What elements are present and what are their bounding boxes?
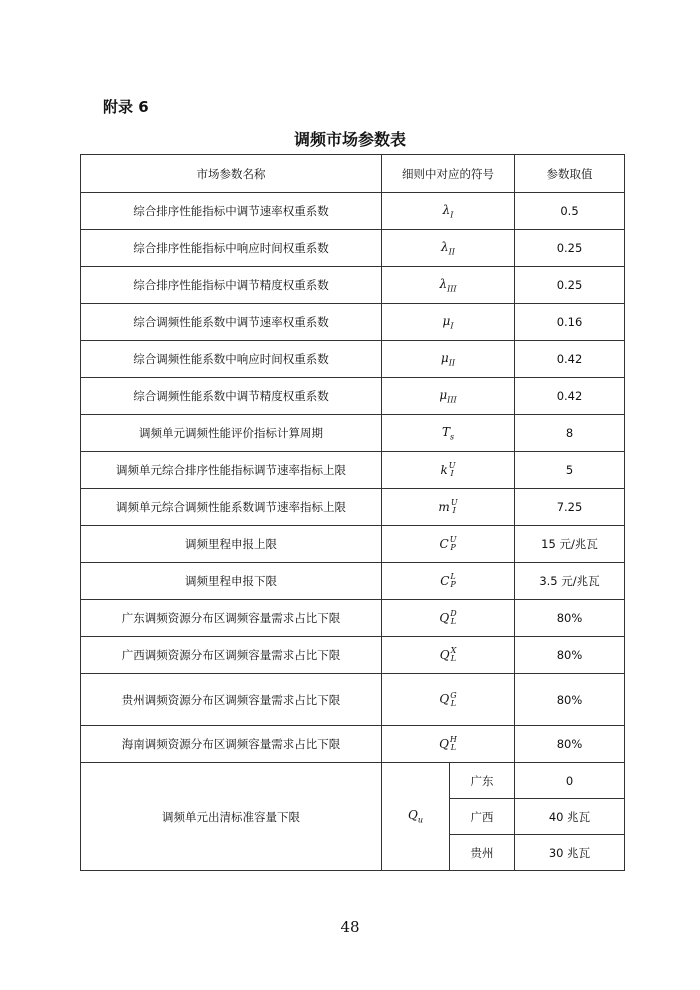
- table-row: [81, 563, 625, 600]
- symbol-superscript: U: [450, 498, 458, 507]
- param-value-cell: 0.25: [515, 230, 625, 267]
- param-symbol-cell: [382, 415, 515, 452]
- symbol-superscript: L: [450, 572, 456, 581]
- param-symbol: [441, 424, 455, 442]
- param-name-cell: 综合调频性能系数中调节速率权重系数: [81, 304, 382, 341]
- symbol-subscript: III: [447, 284, 457, 294]
- table-row: [81, 193, 625, 230]
- symbol-base: μ: [439, 387, 448, 402]
- symbol-subscript: I: [452, 506, 456, 515]
- param-symbol: [442, 202, 454, 220]
- param-symbol: [438, 500, 457, 514]
- symbol-scripts: [449, 462, 456, 478]
- table-row: [81, 489, 625, 526]
- param-name-cell: 调频单元出清标准容量下限: [81, 763, 382, 871]
- param-name-cell: 调频单元综合调频性能系数调节速率指标上限: [81, 489, 382, 526]
- param-name-cell: 调频里程申报上限: [81, 526, 382, 563]
- param-value-cell: 80%: [515, 637, 625, 674]
- param-value-cell: 7.25: [515, 489, 625, 526]
- param-symbol: [408, 808, 423, 825]
- symbol-scripts: [451, 647, 457, 663]
- symbol-base: Q: [439, 610, 450, 625]
- param-symbol: [439, 737, 457, 751]
- param-symbol: [440, 574, 456, 588]
- param-value-cell: 0: [515, 763, 625, 799]
- symbol-subscript: L: [450, 698, 457, 708]
- symbol-base: m: [438, 499, 450, 514]
- table-row: [81, 341, 625, 378]
- symbol-superscript: H: [449, 735, 457, 744]
- param-symbol: [439, 692, 456, 706]
- param-value-cell: 0.42: [515, 341, 625, 378]
- symbol-base: λ: [441, 239, 449, 254]
- symbol-scripts: [450, 610, 456, 626]
- param-symbol-cell: [382, 267, 515, 304]
- symbol-subscript: I: [450, 210, 454, 220]
- symbol-subscript: P: [450, 580, 456, 589]
- param-name-cell: 广西调频资源分布区调频容量需求占比下限: [81, 637, 382, 674]
- symbol-base: C: [440, 573, 450, 588]
- param-symbol-cell: [382, 341, 515, 378]
- parameter-table: [80, 154, 625, 871]
- param-value-cell: 8: [515, 415, 625, 452]
- symbol-superscript: G: [450, 690, 457, 700]
- param-symbol: [440, 463, 455, 477]
- table-row: [81, 526, 625, 563]
- param-symbol: [440, 537, 457, 551]
- symbol-scripts: [450, 692, 456, 708]
- symbol-subscript: I: [450, 321, 454, 331]
- table-row: [81, 452, 625, 489]
- param-symbol: [440, 648, 457, 662]
- param-symbol-cell: [382, 378, 515, 415]
- table-title: 调频市场参数表: [293, 130, 406, 149]
- param-value-cell: 0.5: [515, 193, 625, 230]
- symbol-subscript: III: [447, 395, 457, 405]
- table-row: [81, 600, 625, 637]
- param-name-cell: 调频单元综合排序性能指标调节速率指标上限: [81, 452, 382, 489]
- symbol-base: λ: [439, 276, 448, 291]
- table-row: [81, 674, 625, 726]
- param-value-cell: 80%: [515, 600, 625, 637]
- param-name-cell: 综合排序性能指标中调节速率权重系数: [81, 193, 382, 230]
- header-symbol: 细则中对应的符号: [382, 155, 515, 193]
- region-cell: 贵州: [450, 835, 515, 871]
- symbol-subscript: II: [448, 358, 456, 368]
- param-value-cell: 0.16: [515, 304, 625, 341]
- table-row: [81, 267, 625, 304]
- symbol-subscript: L: [450, 617, 457, 626]
- param-symbol: [439, 611, 456, 625]
- param-symbol: [439, 387, 457, 405]
- symbol-superscript: U: [448, 461, 456, 470]
- param-symbol: [442, 313, 454, 331]
- symbol-base: C: [439, 536, 449, 551]
- symbol-base: T: [441, 424, 450, 439]
- table-row: [81, 230, 625, 267]
- symbol-base: λ: [442, 202, 451, 217]
- param-symbol-cell: [382, 637, 515, 674]
- param-symbol: [441, 239, 455, 257]
- param-value-cell: 0.25: [515, 267, 625, 304]
- table-row: [81, 378, 625, 415]
- symbol-subscript: u: [417, 815, 423, 825]
- symbol-base: Q: [439, 692, 450, 706]
- table-row: [81, 637, 625, 674]
- header-value: 参数取值: [515, 155, 625, 193]
- param-symbol-cell: [382, 600, 515, 637]
- param-value-cell: 80%: [515, 726, 625, 763]
- param-name-cell: 综合调频性能系数中响应时间权重系数: [81, 341, 382, 378]
- symbol-base: Q: [439, 736, 449, 751]
- symbol-base: μ: [440, 350, 449, 365]
- symbol-superscript: X: [450, 646, 457, 655]
- param-symbol-cell: [382, 230, 515, 267]
- param-symbol-cell: [382, 526, 515, 563]
- param-name-cell: 综合调频性能系数中调节精度权重系数: [81, 378, 382, 415]
- symbol-subscript: L: [450, 654, 457, 663]
- param-value-cell: 40 兆瓦: [515, 799, 625, 835]
- symbol-scripts: [451, 499, 458, 515]
- param-value-cell: 15 元/兆瓦: [515, 526, 625, 563]
- param-value-cell: 80%: [515, 674, 625, 726]
- table-row: [81, 415, 625, 452]
- symbol-subscript: s: [449, 432, 455, 442]
- symbol-base: k: [440, 462, 448, 477]
- region-cell: 广东: [450, 763, 515, 799]
- symbol-subscript: L: [450, 743, 457, 752]
- symbol-subscript: II: [448, 247, 455, 257]
- table-row: [81, 726, 625, 763]
- param-name-cell: 海南调频资源分布区调频容量需求占比下限: [81, 726, 382, 763]
- param-name-cell: 综合排序性能指标中响应时间权重系数: [81, 230, 382, 267]
- header-param-name: 市场参数名称: [81, 155, 382, 193]
- param-symbol-cell: [382, 452, 515, 489]
- param-name-cell: 广东调频资源分布区调频容量需求占比下限: [81, 600, 382, 637]
- page-number: 48: [340, 918, 360, 936]
- param-name-cell: 调频里程申报下限: [81, 563, 382, 600]
- symbol-scripts: [450, 573, 455, 589]
- param-symbol: [440, 350, 456, 368]
- param-symbol-cell: [382, 674, 515, 726]
- symbol-superscript: D: [450, 609, 457, 618]
- symbol-scripts: [450, 736, 457, 752]
- table-row: [81, 763, 625, 799]
- param-value-cell: 5: [515, 452, 625, 489]
- symbol-subscript: I: [450, 469, 454, 478]
- table-row: [81, 304, 625, 341]
- region-cell: 广西: [450, 799, 515, 835]
- param-name-cell: 调频单元调频性能评价指标计算周期: [81, 415, 382, 452]
- symbol-subscript: P: [450, 543, 456, 552]
- param-symbol-cell: [382, 193, 515, 230]
- appendix-label: 附录 6: [103, 98, 149, 116]
- param-symbol-cell: [382, 563, 515, 600]
- param-name-cell: 综合排序性能指标中调节精度权重系数: [81, 267, 382, 304]
- symbol-base: μ: [442, 313, 451, 328]
- symbol-superscript: U: [449, 535, 457, 544]
- symbol-scripts: [450, 536, 457, 552]
- param-symbol-cell: [382, 489, 515, 526]
- param-name-cell: 贵州调频资源分布区调频容量需求占比下限: [81, 674, 382, 726]
- symbol-base: Q: [408, 808, 418, 823]
- param-symbol-cell: [382, 763, 450, 871]
- param-symbol-cell: [382, 304, 515, 341]
- param-value-cell: 30 兆瓦: [515, 835, 625, 871]
- param-symbol-cell: [382, 726, 515, 763]
- table-header-row: [81, 155, 625, 193]
- param-value-cell: 0.42: [515, 378, 625, 415]
- symbol-base: Q: [439, 647, 450, 662]
- param-value-cell: 3.5 元/兆瓦: [515, 563, 625, 600]
- param-symbol: [439, 276, 457, 294]
